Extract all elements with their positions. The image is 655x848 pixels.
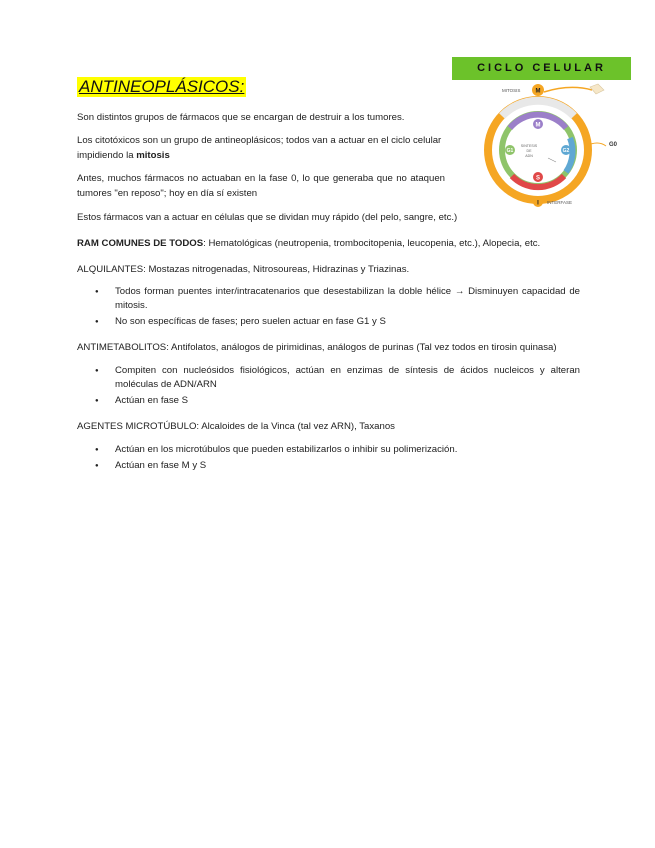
antimetabolitos-heading: ANTIMETABOLITOS: Antifolatos, análogos de pirimidinas, análogos de purinas (Tal vez todos en tirosin quinasa) — [77, 342, 557, 353]
interfase-badge-label: I — [537, 200, 539, 207]
page-title: ANTINEOPLÁSICOS: — [79, 77, 245, 96]
antimetabolitos-list — [95, 364, 580, 410]
list-item: ● Actúan en fase S — [95, 394, 580, 408]
intro-paragraph: Son distintos grupos de fármacos que se encargan de destruir a los tumores. — [77, 112, 405, 123]
list-item: ● Todos forman puentes inter/intracatenarios que desestabilizan la doble hélice → Disminuyen capacidad de mitosis. — [95, 285, 580, 313]
celulas-rapidas-paragraph: Estos fármacos van a actuar en células que se dividan muy rápido (del pelo, sangre, etc.) — [77, 212, 458, 223]
center-arrow — [548, 158, 556, 162]
ram-paragraph — [77, 236, 582, 251]
m-top-label: M — [535, 88, 541, 95]
microtubulo-list — [95, 443, 580, 475]
m-phase-label: M — [535, 122, 541, 129]
microtubulo-heading: AGENTES MICROTÚBULO: Alcaloides de la Vinca (tal vez ARN), Taxanos — [77, 421, 395, 432]
antes-paragraph: Antes, muchos fármacos no actuaban en la fase 0, lo que generaba que no ataquen tumores "en reposo"; hoy en día sí existen — [77, 173, 445, 199]
g2-ring — [566, 138, 573, 172]
citotoxicos-paragraph — [77, 133, 445, 163]
list-item: ● No son específicas de fases; pero suelen actuar en fase G1 y S — [95, 315, 580, 329]
cell-drawing — [590, 84, 604, 94]
list-item: ● Actúan en fase M y S — [95, 459, 580, 473]
g2-phase-label: G2 — [562, 148, 570, 154]
mitosis-arrow — [544, 87, 592, 92]
list-item: ● Compiten con nucleósidos fisiológicos, actúan en enzimas de síntesis de ácidos nucleicos y alteran moléculas de ADN/ARN — [95, 364, 580, 392]
mitosis-label: MITOSIS — [502, 88, 521, 93]
center-label-line-2: DE — [526, 149, 532, 153]
mitosis-bold: mitosis — [136, 150, 170, 161]
citotoxicos-text: Los citotóxicos son un grupo de antineoplásicos; todos van a actuar en el ciclo celular impidiendo la — [77, 135, 442, 161]
alquilantes-list — [95, 285, 580, 331]
s-phase-label: S — [535, 175, 541, 182]
center-label-line-3: ADN — [525, 154, 533, 158]
ram-text: : Hematológicas (neutropenia, trombocitopenia, leucopenia, etc.), Alopecia, etc. — [203, 238, 541, 249]
ram-label: RAM COMUNES DE TODOS — [77, 238, 204, 249]
cell-cycle-banner: CICLO CELULAR — [452, 57, 631, 80]
list-item: ● Actúan en los microtúbulos que pueden estabilizarlos o inhibir su polimerización. — [95, 443, 580, 457]
alquilantes-heading: ALQUILANTES: Mostazas nitrogenadas, Nitrosoureas, Hidrazinas y Triazinas. — [77, 264, 410, 275]
interfase-label: INTERFASE — [547, 200, 573, 205]
center-label-line-1: SINTESIS — [520, 144, 538, 148]
cell-cycle-figure — [452, 57, 631, 210]
g1-phase-label: G1 — [506, 148, 514, 154]
cell-cycle-diagram — [452, 80, 631, 210]
g0-label: G0 — [609, 142, 618, 148]
